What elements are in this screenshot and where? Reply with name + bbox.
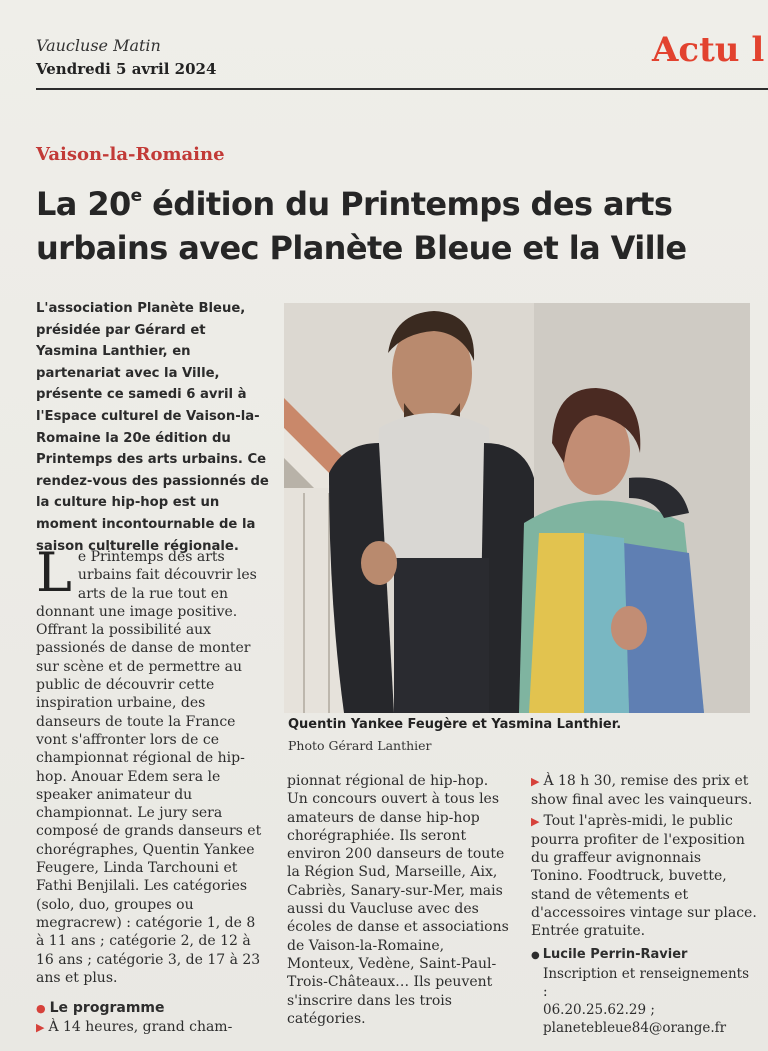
photo-illustration — [284, 303, 750, 713]
arrow-bullet-icon: ▶ — [36, 1021, 45, 1035]
header-rule — [36, 88, 768, 90]
contact-email: planetebleue84@orange.fr — [543, 1019, 727, 1036]
issue-date: Vendredi 5 avril 2024 — [36, 60, 217, 78]
article-headline: La 20e édition du Printemps des arts urbains avec Planète Bleue et la Ville — [36, 185, 687, 267]
author-line — [531, 945, 757, 965]
article-lead: L'association Planète Bleue, présidée par Gérard et Yasmina Lanthier, en partenariat avec la Ville, présente ce samedi 6 avril à l'Espace culturel de Vaison-la-Romaine la 20e édition du Printemps des arts urbains. Ce rendez-vous des passionnés de la culture hip-hop est un moment incontournable de la saison culturelle régionale. — [36, 301, 269, 554]
article-photo — [284, 303, 750, 713]
program-item: ▶ À 14 heures, grand cham- — [36, 1019, 233, 1036]
newspaper-name: Vaucluse Matin — [36, 36, 161, 55]
author-name: Lucile Perrin-Ravier — [542, 946, 688, 962]
article-column-3 — [531, 772, 757, 1037]
bullet-icon: ● — [531, 949, 540, 961]
photo-caption: Quentin Yankee Feugère et Yasmina Lanthier. — [288, 717, 622, 732]
photo-credit: Photo Gérard Lanthier — [288, 738, 432, 753]
program-item: ▶ Tout l'après-midi, le public pourra profiter de l'exposition du graffeur avignonnais Tonino. Foodtruck, buvette, stand de vêtements et d'accessoires vintage sur place. Entrée gratuite. — [531, 812, 757, 940]
bleed-through-mark — [520, 148, 527, 172]
article-kicker: Vaison-la-Romaine — [36, 144, 225, 165]
contact-block — [531, 965, 757, 1037]
column-1-text: e Printemps des arts urbains fait découvrir les arts de la rue tout en donnant une image positive. Offrant la possibilité aux passionés de danse de monter sur scène et de permettre au public de découvrir cette inspiration urbaine, des danseurs de toute la France vont s'affronter lors de ce championnat régional de hip-hop. Anouar Edem sera le speaker animateur du championnat. Le jury sera composé de grands danseurs et chorégraphes, Quentin Yankee Feugere, Linda Tarchouni et Fathi Benjilali. Les catégories (solo, duo, groupes ou megracrew) : catégorie 1, de 8 à 11 ans ; catégorie 2, de 12 à 16 ans ; catégorie 3, de 17 à 23 ans et plus. — [36, 549, 262, 986]
program-heading-line — [36, 999, 268, 1018]
contact-phone: 06.20.25.62.29 ; — [543, 1001, 655, 1018]
section-title: Actu l — [652, 30, 765, 70]
contact-label: Inscription et renseignements : — [543, 965, 750, 1000]
arrow-bullet-icon: ▶ — [531, 814, 540, 828]
drop-cap: L — [36, 541, 72, 604]
article-column-1 — [36, 541, 268, 1038]
bullet-icon: ● — [36, 1002, 46, 1016]
program-heading: Le programme — [49, 1000, 165, 1017]
article-column-2: pionnat régional de hip-hop. Un concours ouvert à tous les amateurs de danse hip-hop chorégraphiée. Ils seront environ 200 danseurs de toute la Région Sud, Marseille, Aix, Cabriès, Sanary-sur-Mer, mais aussi du Vaucluse avec des écoles de danse et associations de Vaison-la-Romaine, Monteux, Vedène, Saint-Paul-Trois-Châteaux… Ils peuvent s'inscrire dans les trois catégories. — [287, 773, 509, 1027]
program-item: ▶ À 18 h 30, remise des prix et show final avec les vainqueurs. — [531, 773, 753, 809]
arrow-bullet-icon: ▶ — [531, 775, 540, 788]
